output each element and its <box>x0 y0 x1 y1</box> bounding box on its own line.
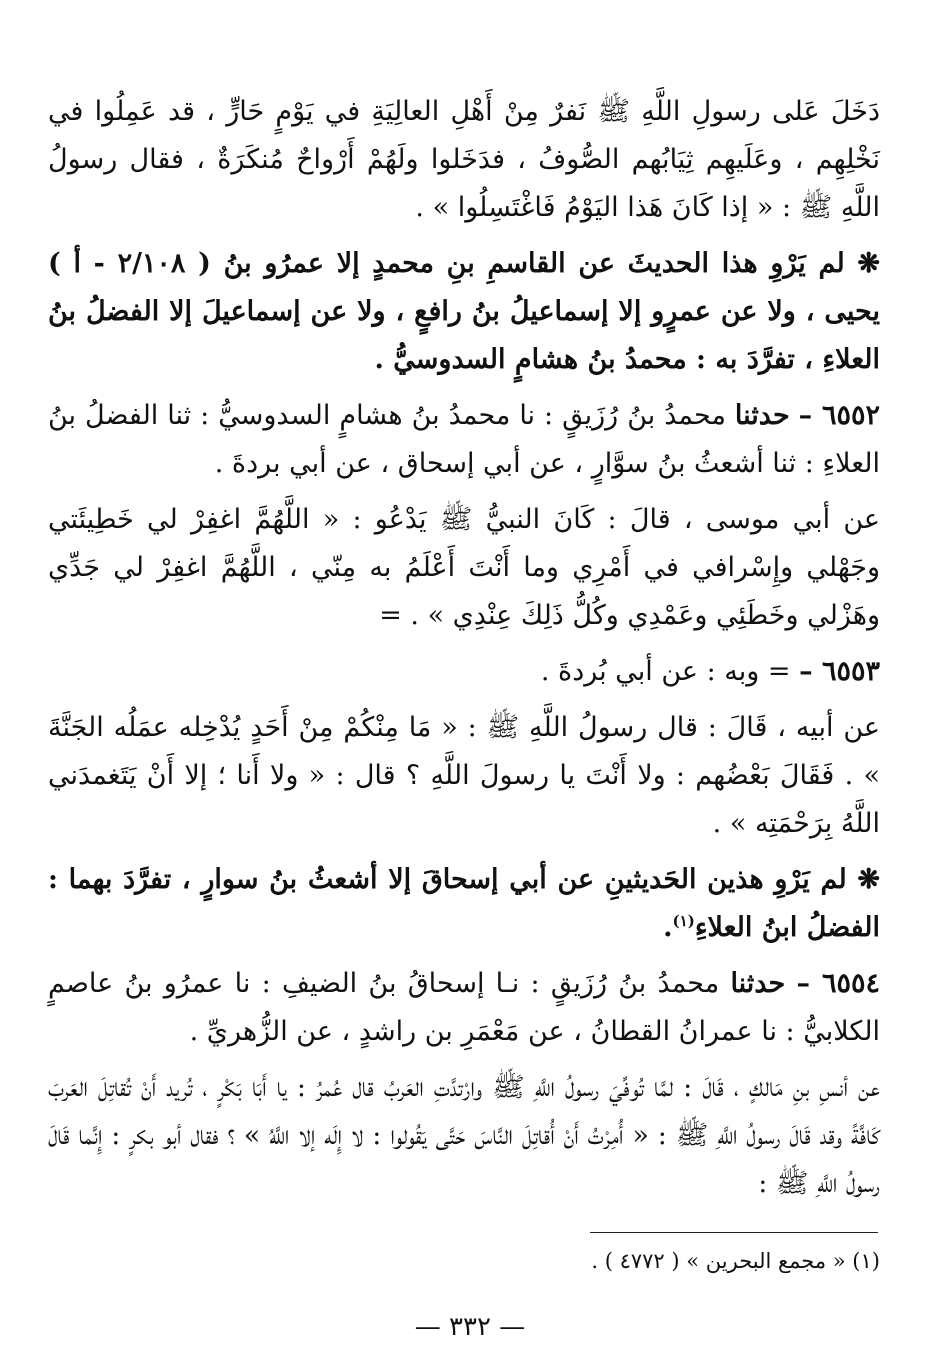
hadith-6554-isnad <box>48 960 880 1056</box>
hadith-intro: حدثنا <box>730 968 786 999</box>
footnote: (١) « مجمع البحرين » ( ٤٧٧٢ ) . <box>591 1249 880 1273</box>
hadith-matn-text: عن أبيه ، قَالَ : قال رسولُ اللَّهِ ﷺ : « مَا مِنْكُمْ مِنْ أَحَدٍ يُدْخِله عمَلُه الجَنَّةَ » . فَقَالَ بَعْضُهم : ولا أَنْتَ يا رسولَ اللَّهِ ؟ قال : « ولا أَنا ؛ إلا أَنْ يَتَغمدَني اللَّهُ بِرَحْمَتِه » . <box>48 712 880 839</box>
hadith-6553-matn <box>48 704 880 848</box>
hadith-isnad-text: محمدُ بنُ رُزَيقٍ : نـا إسحاقُ بنُ الضيفِ : نا عمرُو بنُ عاصمٍ الكلابيُّ : نا عمرانُ القطانُ ، عن مَعْمَرِ بن راشدٍ ، عن الزُّهريِّ . <box>48 968 880 1047</box>
paragraph-7-note <box>48 856 880 952</box>
hadith-6554-matn <box>48 1064 880 1208</box>
hadith-6553-isnad <box>48 648 880 696</box>
hadith-matn-text: عن أنسِ بنِ مَالكٍ ، قَالَ : لمَّا تُوفِّيَ رسولُ اللَّهِ ﷺ وارْتدَّتِ العَربُ قال عُمرُ : يا أَبَا بَكْرٍ ، تُريد أَنْ تُقاتِلَ العَربَ كَافَّةً وقد قَالَ رسولُ اللَّهِ ﷺ : « أُمِرْتُ أَنْ أُقاتِلَ النَّاسَ حَتَّى يَقُولوا : لا إِلَه إلا اللَّهُ » ؟ فقال أبو بكرٍ : إِنَّما قَالَ رسولُ اللَّهِ ﷺ : <box>48 1072 880 1199</box>
note-text: ❋ لم يَرْوِ هذين الحَديثينِ عن أبي إسحاقَ إلا أشعثُ بنُ سوارٍ ، تفرَّدَ بهما : الفضلُ ابنُ العلاءِ <box>48 864 880 943</box>
hadith-intro: حدثنا <box>734 400 790 431</box>
paragraph-1 <box>48 88 880 232</box>
hadith-number: ٦٥٥٢ – <box>798 400 880 431</box>
hadith-6552-isnad <box>48 392 880 488</box>
paragraph-2-note <box>48 240 880 384</box>
hadith-isnad-text: محمدُ بنُ رُزَيقٍ : نا محمدُ بنُ هشامٍ السدوسيُّ : ثنا الفضلُ بنُ العلاءِ : ثنا أشعثُ بنُ سوَّارٍ ، عن أبي إسحاق ، عن أبي بردةَ . <box>48 400 880 479</box>
hadith-isnad-text: = وبه : عن أبي بُردةَ . <box>540 656 800 687</box>
paragraph-1-text: دَخَلَ عَلى رسولِ اللَّهِ ﷺ نَفرٌ مِنْ أَهْلِ العالِيَةِ في يَوْمٍ حَارٍّ ، قد عَمِلُوا في نَخْلِهِم ، وعَلَيهِم ثِيَابُهم الصُّوفُ ، فدَخَلوا ولَهُمْ أَرْواحٌ مُنكَرَةٌ ، فقال رسولُ اللَّهِ ﷺ : « إذا كَانَ هَذا اليَوْمُ فَاغْتَسِلُوا » . <box>48 96 880 223</box>
hadith-number: ٦٥٥٣ – <box>799 656 880 687</box>
paragraph-2-text: ❋ لم يَرْوِ هذا الحديثَ عن القاسمِ بنِ محمدٍ إلا عمرُو بنُ ( ٢/١٠٨ - أ ) يحيى ، ولا عن عمرٍو إلا إسماعيلُ بنُ رافعٍ ، ولا عن إسماعيلَ إلا الفضلُ بنُ العلاءِ ، تفرَّدَ به : محمدُ بنُ هشامٍ السدوسيُّ . <box>48 248 880 375</box>
hadith-6552-matn <box>48 496 880 640</box>
footnote-divider <box>590 1232 878 1233</box>
hadith-number: ٦٥٥٤ – <box>796 968 881 999</box>
footnote-ref: (١) <box>672 912 695 930</box>
note-tail: . <box>663 912 673 943</box>
hadith-matn-text: عن أبي موسى ، قالَ : كَانَ النبيُّ ﷺ يَدْعُو : « اللَّهُمَّ اغفِرْ لي خَطِيئَتي وجَهْلي وإِسْرافي في أَمْرِي وما أَنْتَ أَعْلَمُ به مِنّي ، اللَّهُمَّ اغفِرْ لي جَدِّي وهَزْلي وخَطَئِي وعَمْدِي وكُلُّ ذَلِكَ عِنْدِي » . = <box>48 504 880 631</box>
page-number: — ٣٣٢ — <box>414 1312 526 1342</box>
